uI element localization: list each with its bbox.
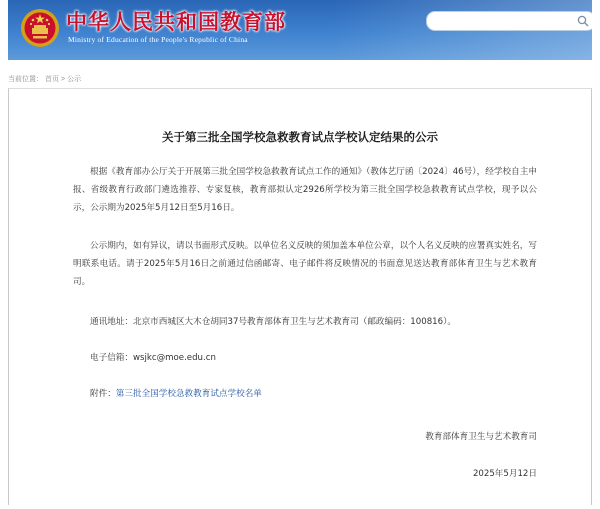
notice-paragraph: 根据《教育部办公厅关于开展第三批全国学校急救教育试点工作的通知》（教体艺厅函〔2024〕46号），经学校自主申报、省级教育行政部门遴选推荐、专家复核，教育部拟认定2926所学校为第三批全国学校急救教育试点学校，现予以公示，公示期为2025年5月12日至5月16日。: [73, 167, 537, 213]
breadcrumb: [8, 74, 83, 88]
breadcrumb-prefix: 当前位置：: [8, 76, 43, 83]
contact-address: 通讯地址：北京市西城区大木仓胡同37号教育部体育卫生与艺术教育司（邮政编码：100816）。: [90, 317, 457, 327]
breadcrumb-item-home[interactable]: 首页: [45, 76, 59, 83]
breadcrumb-item-notice[interactable]: 公示: [67, 76, 82, 83]
site-subtitle: Ministry of Education of the People's Republic of China: [68, 35, 248, 44]
breadcrumb-separator: >: [61, 76, 66, 83]
issue-date: 2025年5月12日: [472, 469, 537, 479]
national-emblem-icon: [20, 8, 60, 48]
attachment-label: 附件：: [90, 389, 116, 399]
attachment-line: [73, 385, 537, 403]
site-title[interactable]: 中华人民共和国教育部: [66, 9, 286, 34]
site-header: [8, 0, 592, 60]
notice-paragraph: 公示期内，如有异议，请以书面形式反映。以单位名义反映的须加盖本单位公章，以个人名义反映的应署真实姓名，写明联系电话。请于2025年5月16日之前通过信函邮寄、电子邮件将反映情况的书面意见送达教育部体育卫生与艺术教育司。: [73, 241, 537, 287]
search-input[interactable]: [426, 11, 592, 31]
contact-email: 电子信箱：wsjkc@moe.edu.cn: [90, 353, 216, 363]
notice-content: [8, 88, 592, 505]
page: [8, 0, 592, 509]
attachment-link[interactable]: 第三批全国学校急救教育试点学校名单: [115, 389, 262, 399]
notice-title: 关于第三批全国学校急救教育试点学校认定结果的公示: [162, 130, 438, 144]
search-icon[interactable]: [577, 15, 589, 27]
issuer-signature: 教育部体育卫生与艺术教育司: [425, 432, 537, 442]
